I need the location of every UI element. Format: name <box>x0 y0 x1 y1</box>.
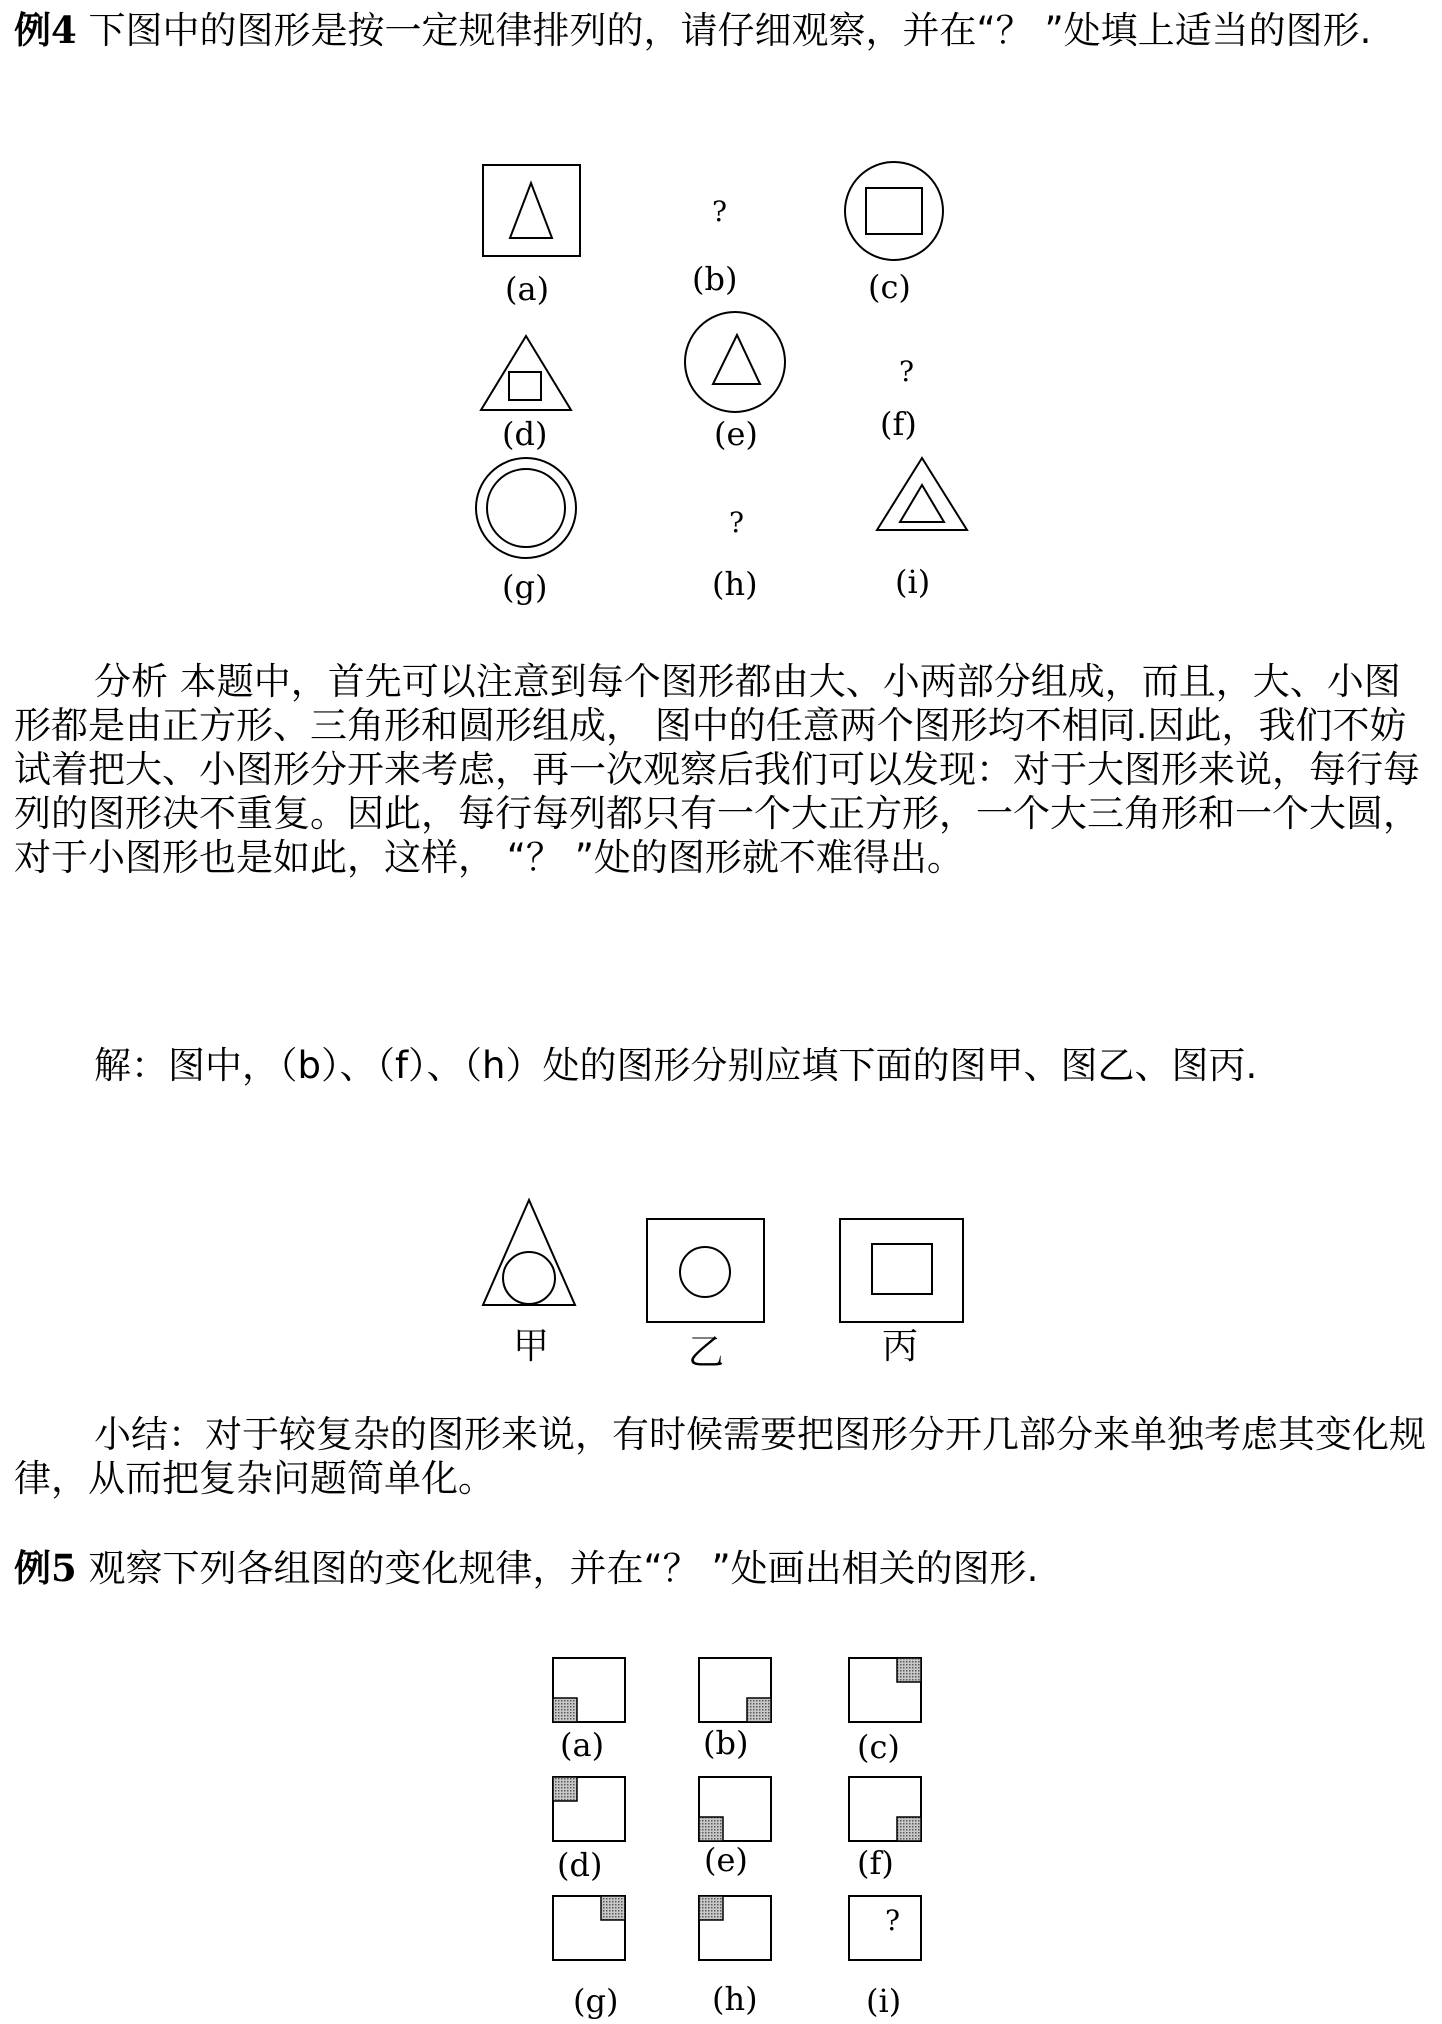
ex5-label-e: (e) <box>704 1841 748 1879</box>
ex5-label-c: (c) <box>857 1728 900 1766</box>
ex5-label-f: (f) <box>857 1844 894 1882</box>
ex5-label-h: (h) <box>712 1980 758 2018</box>
ex5-shaded-corner-b <box>747 1698 771 1722</box>
ex5-shaded-corner-g <box>601 1896 625 1920</box>
ex5-label-b: (b) <box>703 1724 749 1762</box>
fig-i-double-triangle <box>877 458 967 530</box>
label-h: (h) <box>712 565 758 603</box>
ex5-shaded-corner-h <box>699 1896 723 1920</box>
ex5-shaded-corner-f <box>897 1817 921 1841</box>
ex5-question-mark-i: ? <box>885 1904 901 1937</box>
label-f: (f) <box>880 405 917 443</box>
fig-d-triangle-square <box>481 336 571 410</box>
example5-question <box>14 1546 1428 1591</box>
answer-figures <box>0 1190 1442 1390</box>
question-mark-f: ? <box>899 355 915 388</box>
ex5-shaded-corner-e <box>699 1817 723 1841</box>
solution-paragraph: 解：图中，（b）、（f）、（h）处的图形分别应填下面的图甲、图乙、图丙. <box>94 1044 1258 1087</box>
analysis-paragraph: 分析 本题中，首先可以注意到每个图形都由大、小两部分组成，而且，大、小图形都是由正方形、三角形和圆形组成， 图中的任意两个图形均不相同.因此，我们不妨试着把大、小图形分开来考虑，再一次观察后我们可以发现：对于大图形来说，每行每列的图形决不重复。因此，每行每列都只有一个大正方形，一个大三角形和一个大圆，对于小图形也是如此，这样， “？ ”处的图形就不难得出。 <box>14 660 1420 879</box>
answer-label-bing: 丙 <box>882 1326 919 1367</box>
ex5-label-i: (i) <box>866 1982 902 2020</box>
ex5-label-a: (a) <box>560 1726 605 1764</box>
example5-question-text: 观察下列各组图的变化规律，并在“？ ”处画出相关的图形. <box>76 1547 1039 1590</box>
ex5-shaded-corner-a <box>553 1698 577 1722</box>
label-e: (e) <box>714 415 758 453</box>
label-b: (b) <box>692 260 738 298</box>
label-i: (i) <box>895 563 931 601</box>
ex5-label-d: (d) <box>557 1846 603 1884</box>
fig-e-circle-triangle <box>685 312 785 412</box>
ex5-shaded-corner-d <box>553 1777 577 1801</box>
fig-c-circle-square <box>845 162 943 260</box>
fig-g-double-circle <box>476 458 576 558</box>
example4-figure-grid <box>0 0 1442 640</box>
question-mark-b: ? <box>712 195 728 228</box>
answer-label-jia: 甲 <box>513 1326 550 1367</box>
answer-label-yi: 乙 <box>688 1332 725 1373</box>
label-d: (d) <box>502 415 548 453</box>
ex5-shaded-corner-c <box>897 1658 921 1682</box>
question-mark-h: ? <box>729 506 745 539</box>
answer-bing-square-square <box>840 1219 963 1322</box>
ex5-label-g: (g) <box>573 1982 619 2020</box>
example4-question-text: 下图中的图形是按一定规律排列的，请仔细观察，并在“？ ”处填上适当的图形. <box>76 9 1372 52</box>
summary-paragraph: 小结：对于较复杂的图形来说，有时候需要把图形分开几部分来单独考虑其变化规律，从而把复杂问题简单化。 <box>14 1413 1426 1500</box>
example5-figure-grid <box>0 1640 1442 2024</box>
label-g: (g) <box>502 568 548 606</box>
label-c: (c) <box>868 268 911 306</box>
example4-label: 例4 <box>14 8 77 52</box>
fig-a-square-triangle <box>483 165 580 256</box>
answer-yi-square-circle <box>647 1219 764 1322</box>
answer-jia-triangle-circle <box>483 1200 575 1305</box>
example5-label: 例5 <box>14 1546 77 1590</box>
label-a: (a) <box>505 270 550 308</box>
